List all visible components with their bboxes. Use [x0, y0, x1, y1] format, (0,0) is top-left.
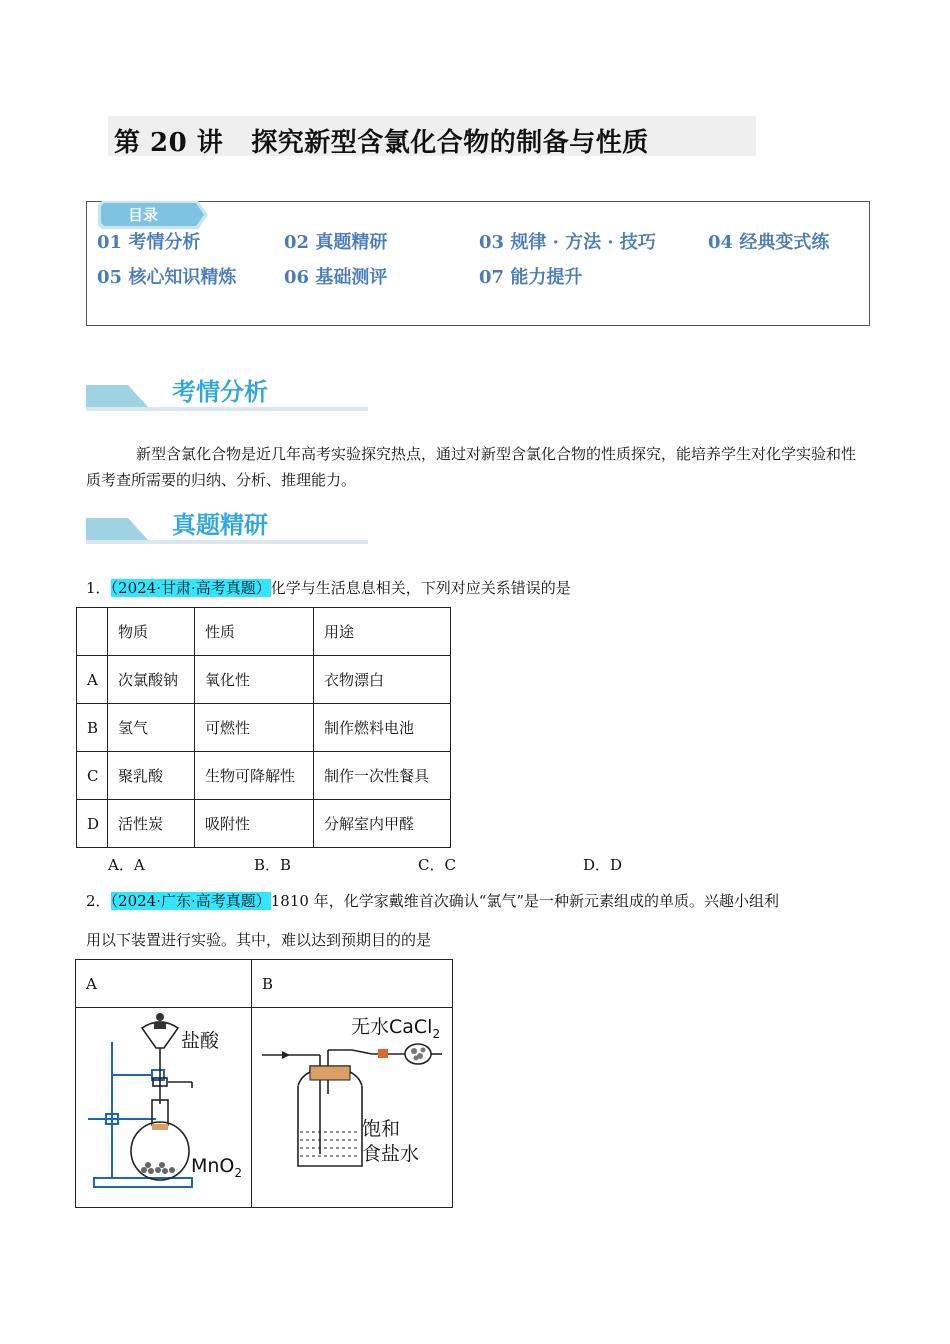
question-1-stem — [86, 577, 571, 598]
table-cell: 吸附性 — [195, 800, 314, 848]
table-header: A — [76, 960, 252, 1008]
toc-item-06[interactable]: 06 基础测评 — [284, 267, 388, 288]
table-cell: A — [77, 656, 108, 704]
lecture-topic: 探究新型含氯化合物的制备与性质 — [251, 128, 649, 158]
analysis-paragraph: 新型含氯化合物是近几年高考实验探究热点，通过对新型含氯化合物的性质探究，能培养学生对化学实验和性质考查所需要的归纳、分析、推理能力。 — [86, 445, 857, 489]
toc-label: 目录 — [128, 206, 159, 224]
table-cell: 氧化性 — [195, 656, 314, 704]
toc-item-01[interactable]: 01 考情分析 — [97, 232, 201, 253]
option-c[interactable]: C．C — [418, 856, 456, 874]
table-cell: 衣物漂白 — [314, 656, 451, 704]
page-title — [114, 122, 649, 159]
table-cell: 次氯酸钠 — [108, 656, 195, 704]
question-2-stem — [86, 890, 779, 911]
section-title-analysis: 考情分析 — [172, 377, 268, 406]
table-cell — [77, 608, 108, 656]
table-cell: 可燃性 — [195, 704, 314, 752]
toc-item-04[interactable]: 04 经典变式练 — [708, 232, 830, 253]
solution-label-line1: 饱和 — [362, 1118, 401, 1140]
lecture-number: 第 20 讲 — [114, 128, 224, 158]
table-header: 性质 — [195, 608, 314, 656]
question-number: 2． — [86, 892, 111, 910]
dryer-label: 无水CaCl$_2$ — [351, 1016, 441, 1041]
table-header-row — [77, 608, 451, 656]
table-cell: 生物可降解性 — [195, 752, 314, 800]
question-1-table — [76, 607, 451, 848]
question-source-badge: （2024·甘肃·高考真题） — [110, 579, 271, 597]
option-d[interactable]: D．D — [583, 856, 623, 874]
table-header: 物质 — [108, 608, 195, 656]
option-a[interactable]: A．A — [108, 856, 145, 874]
table-cell: 氢气 — [108, 704, 195, 752]
question-text: 1810 年，化学家戴维首次确认“氯气”是一种新元素组成的单质。兴趣小组利 — [270, 892, 780, 910]
manganese-dioxide-label: MnO$_2$ — [191, 1155, 243, 1180]
toc-item-07[interactable]: 07 能力提升 — [479, 267, 583, 288]
question-number: 1． — [86, 579, 111, 597]
option-b[interactable]: B．B — [254, 856, 292, 874]
acid-label: 盐酸 — [181, 1030, 220, 1052]
toc-item-03[interactable]: 03 规律 · 方法 · 技巧 — [479, 232, 656, 253]
toc-item-05[interactable]: 05 核心知识精炼 — [97, 267, 237, 288]
section-title-exam: 真题精研 — [172, 510, 268, 539]
table-row — [77, 800, 451, 848]
table-cell: 分解室内甲醛 — [314, 800, 451, 848]
table-cell: C — [77, 752, 108, 800]
table-row — [77, 656, 451, 704]
question-2-stem-continued: 用以下装置进行实验。其中，难以达到预期目的的是 — [86, 931, 432, 949]
question-text: 化学与生活息息相关，下列对应关系错误的是 — [270, 579, 571, 597]
toc-item-02[interactable]: 02 真题精研 — [284, 232, 388, 253]
table-row — [77, 752, 451, 800]
table-header: B — [252, 960, 453, 1008]
solution-label-line2: 食盐水 — [362, 1143, 420, 1165]
table-cell: 聚乳酸 — [108, 752, 195, 800]
table-header-row — [76, 960, 453, 1008]
table-header: 用途 — [314, 608, 451, 656]
table-cell: B — [77, 704, 108, 752]
question-source-badge: （2024·广东·高考真题） — [110, 892, 271, 910]
table-cell: D — [77, 800, 108, 848]
table-cell: 制作一次性餐具 — [314, 752, 451, 800]
table-cell: 制作燃料电池 — [314, 704, 451, 752]
table-row — [77, 704, 451, 752]
table-cell: 活性炭 — [108, 800, 195, 848]
